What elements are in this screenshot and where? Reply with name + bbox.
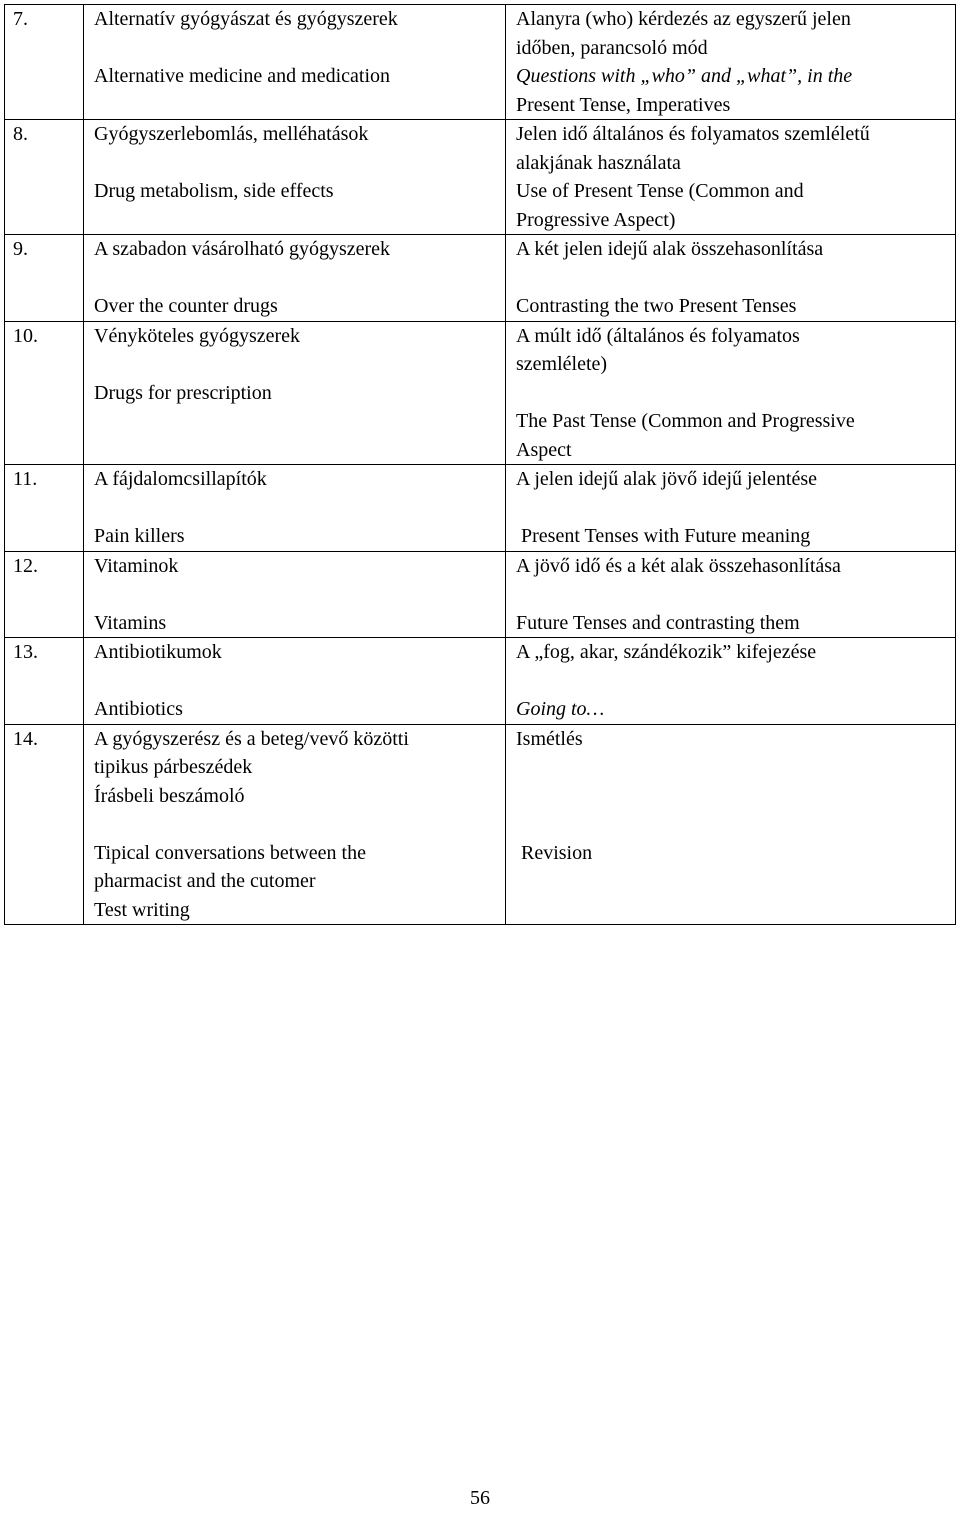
topic-en: Drugs for prescription	[94, 381, 272, 404]
topic-en: Drug metabolism, side effects	[94, 180, 334, 202]
grammar-hu-line: Jelen idő általános és folyamatos szemléletű	[516, 123, 870, 145]
grammar-cell	[506, 321, 956, 465]
page-number: 56	[470, 1487, 490, 1509]
grammar-hu-line: A múlt idő (általános és folyamatos	[516, 324, 800, 347]
table-row	[5, 638, 956, 725]
grammar-hu-line: A jelen idejű alak jövő idejű jelentése	[516, 468, 818, 490]
grammar-hu-line: Alanyra (who) kérdezés az egyszerű jelen	[516, 8, 851, 30]
grammar-hu-line: alakjának használata	[516, 151, 681, 174]
grammar-en-line: Contrasting the two Present Tenses	[516, 295, 797, 317]
topic-cell	[84, 551, 506, 638]
grammar-hu-line: A két jelen idejű alak összehasonlítása	[516, 238, 824, 260]
syllabus-table	[4, 4, 956, 925]
grammar-cell	[506, 465, 956, 552]
row-number: 8.	[5, 120, 84, 235]
topic-hu: Vényköteles gyógyszerek	[94, 324, 301, 347]
grammar-cell	[506, 5, 956, 120]
grammar-en-line: Going to…	[516, 698, 605, 720]
grammar-hu-line: időben, parancsoló mód	[516, 36, 708, 59]
table-row	[5, 321, 956, 465]
topic-en-line: pharmacist and the cutomer	[94, 870, 316, 892]
grammar-en-line: Present Tense, Imperatives	[516, 93, 731, 116]
topic-en: Pain killers	[94, 525, 185, 547]
topic-en: Antibiotics	[94, 698, 183, 720]
table-row	[5, 120, 956, 235]
topic-cell	[84, 120, 506, 235]
topic-cell	[84, 235, 506, 322]
row-number: 10.	[5, 321, 84, 465]
topic-hu-line: Írásbeli beszámoló	[94, 784, 245, 807]
topic-en: Alternative medicine and medication	[94, 65, 390, 87]
grammar-en-line: Revision	[516, 841, 593, 864]
row-number: 13.	[5, 638, 84, 725]
grammar-en-line: Progressive Aspect)	[516, 208, 676, 231]
grammar-cell	[506, 551, 956, 638]
topic-cell	[84, 321, 506, 465]
topic-cell	[84, 5, 506, 120]
grammar-hu-line: Ismétlés	[516, 727, 583, 750]
topic-hu: A szabadon vásárolható gyógyszerek	[94, 238, 391, 260]
row-number: 9.	[5, 235, 84, 322]
grammar-en-line: Present Tenses with Future meaning	[516, 525, 811, 547]
grammar-hu-line: A jövő idő és a két alak összehasonlítása	[516, 554, 841, 577]
row-number: 7.	[5, 5, 84, 120]
table-row	[5, 5, 956, 120]
topic-hu: Gyógyszerlebomlás, melléhatások	[94, 123, 369, 145]
topic-en: Over the counter drugs	[94, 295, 278, 317]
grammar-en-line: Questions with „who” and „what”, in the	[516, 65, 853, 87]
grammar-cell	[506, 638, 956, 725]
grammar-cell	[506, 724, 956, 925]
grammar-hu-line: A „fog, akar, szándékozik” kifejezése	[516, 641, 817, 663]
grammar-cell	[506, 235, 956, 322]
topic-hu: Alternatív gyógyászat és gyógyszerek	[94, 8, 398, 30]
row-number: 14.	[5, 724, 84, 925]
topic-hu-line: tipikus párbeszédek	[94, 756, 253, 778]
table-row	[5, 465, 956, 552]
table-row	[5, 551, 956, 638]
row-number: 11.	[5, 465, 84, 552]
row-number: 12.	[5, 551, 84, 638]
topic-hu: Vitaminok	[94, 554, 179, 577]
topic-en-line: Test writing	[94, 898, 190, 921]
table-row	[5, 724, 956, 925]
topic-cell	[84, 724, 506, 925]
grammar-hu-line: szemlélete)	[516, 353, 608, 375]
grammar-en-line: Aspect	[516, 438, 572, 461]
topic-cell	[84, 465, 506, 552]
grammar-en-line: Use of Present Tense (Common and	[516, 180, 804, 202]
grammar-en-line: The Past Tense (Common and Progressive	[516, 410, 855, 432]
grammar-en-line: Future Tenses and contrasting them	[516, 611, 800, 634]
topic-cell	[84, 638, 506, 725]
grammar-cell	[506, 120, 956, 235]
topic-hu: Antibiotikumok	[94, 641, 222, 663]
table-row	[5, 235, 956, 322]
topic-en: Vitamins	[94, 611, 167, 634]
topic-hu-line: A gyógyszerész és a beteg/vevő közötti	[94, 727, 409, 750]
topic-en-line: Tipical conversations between the	[94, 841, 366, 864]
topic-hu: A fájdalomcsillapítók	[94, 468, 267, 490]
